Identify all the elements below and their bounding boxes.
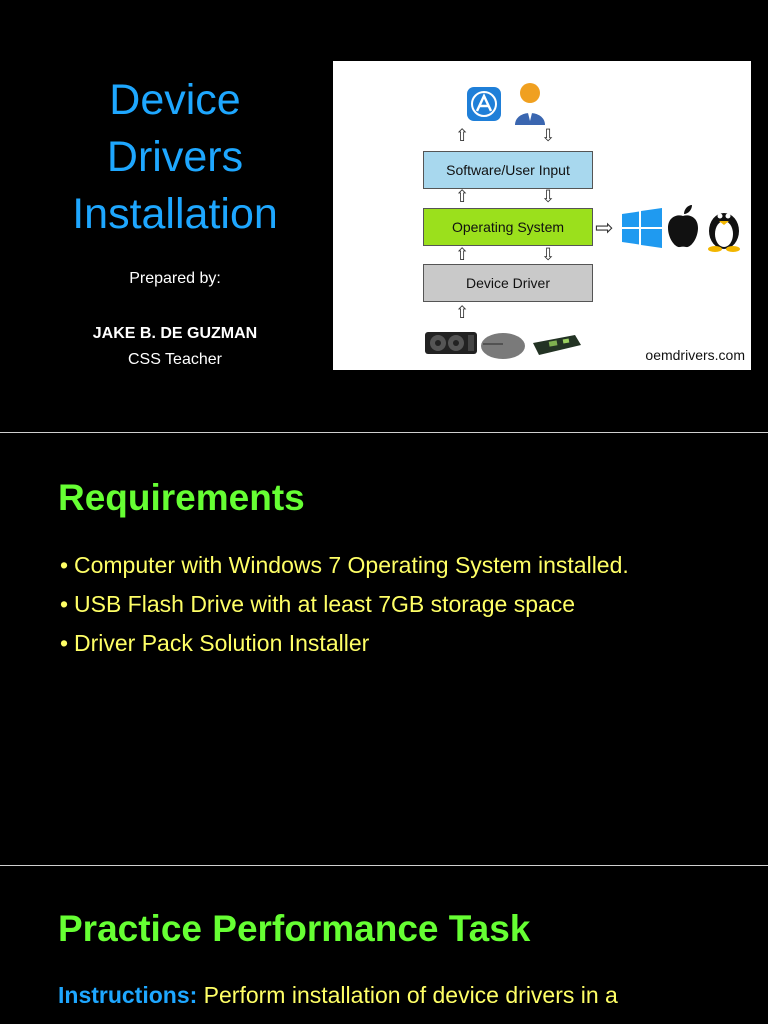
arrow-up-icon: ⇧ (455, 187, 470, 206)
driver-stack-diagram (333, 61, 751, 370)
instructions-text (58, 980, 738, 1011)
list-item: • Driver Pack Solution Installer (60, 628, 750, 659)
device-driver-box: Device Driver (423, 264, 593, 302)
author-role: CSS Teacher (128, 351, 222, 368)
slide-title-heading (20, 72, 330, 243)
arrow-up-icon: ⇧ (455, 126, 470, 145)
arrow-right-icon: ⇨ (595, 215, 614, 240)
list-item: • Computer with Windows 7 Operating System installed. (60, 550, 750, 581)
practice-heading: Practice Performance Task (58, 908, 531, 949)
mouse-icon (479, 329, 527, 363)
prepared-by-label: Prepared by: (129, 270, 221, 287)
slide-title (0, 0, 768, 432)
instructions-body: Perform installation of device drivers in a (203, 982, 618, 1008)
software-user-input-box: Software/User Input (423, 151, 593, 189)
author-name: JAKE B. DE GUZMAN (92, 325, 258, 342)
slide-practice-task (0, 866, 768, 1024)
arrow-down-icon: ⇩ (541, 126, 556, 145)
apple-icon (664, 204, 702, 248)
arrow-up-icon: ⇧ (455, 303, 470, 322)
windows-icon (622, 208, 662, 248)
requirements-heading: Requirements (58, 477, 305, 518)
arrow-up-icon: ⇧ (455, 245, 470, 264)
credit-text: oemdrivers.com (645, 347, 745, 363)
linux-penguin-icon (704, 204, 744, 252)
title-line-1: Device (109, 76, 241, 124)
user-icon (513, 81, 547, 125)
arrow-down-icon: ⇩ (541, 187, 556, 206)
instructions-label: Instructions: (58, 982, 198, 1008)
title-line-3: Installation (72, 190, 278, 238)
slide-requirements (0, 433, 768, 865)
circuit-board-icon (529, 333, 583, 357)
app-store-icon (466, 86, 502, 122)
list-item: • USB Flash Drive with at least 7GB storage space (60, 589, 750, 620)
graphics-card-icon (425, 329, 477, 357)
arrow-down-icon: ⇩ (541, 245, 556, 264)
operating-system-box: Operating System (423, 208, 593, 246)
title-line-2: Drivers (106, 133, 244, 181)
requirements-list (60, 550, 750, 667)
